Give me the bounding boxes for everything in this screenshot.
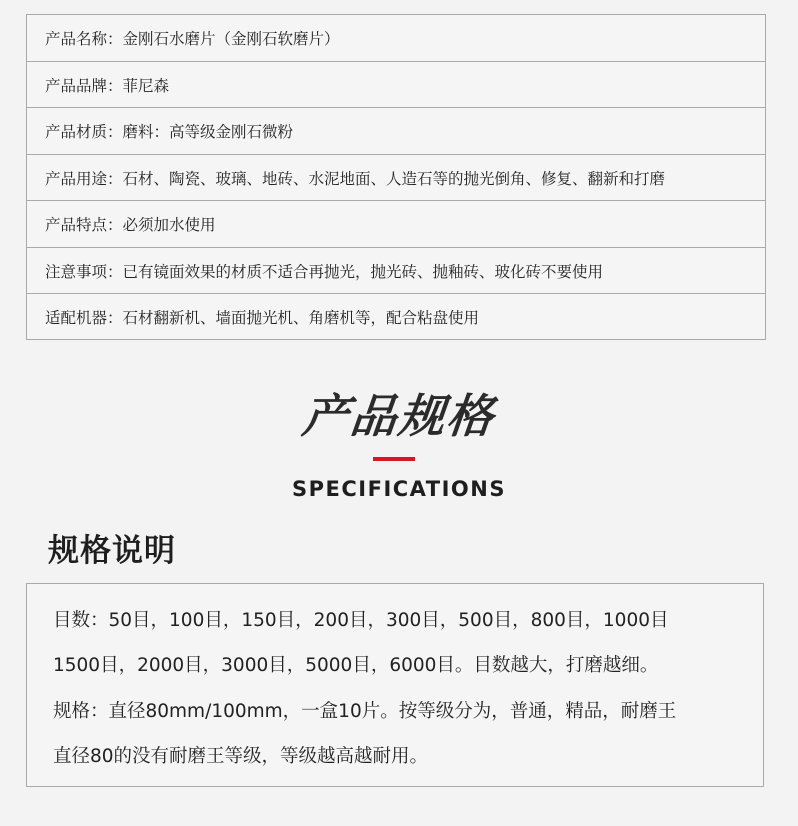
info-row-material: 产品材质：磨料：高等级金刚石微粉: [27, 108, 765, 155]
spec-line-size-cont: 直径80的没有耐磨王等级，等级越高越耐用。: [53, 746, 429, 767]
info-row-notice: 注意事项：已有镜面效果的材质不适合再抛光，抛光砖、抛釉砖、玻化砖不要使用: [27, 248, 765, 294]
spec-line-mesh-cont: 1500目，2000目，3000目，5000目，6000目。目数越大，打磨越细。: [53, 655, 659, 676]
section-accent-bar: [373, 457, 415, 461]
info-row-usage: 产品用途：石材、陶瓷、玻璃、地砖、水泥地面、人造石等的抛光倒角、修复、翻新和打磨: [27, 155, 765, 201]
info-row-name: 产品名称：金刚石水磨片（金刚石软磨片）: [27, 15, 765, 62]
spec-box: [26, 583, 764, 787]
section-title: 产品规格: [299, 389, 498, 443]
info-row-brand: 产品品牌：菲尼森: [27, 62, 765, 108]
product-info-table: [26, 14, 766, 340]
info-row-feature: 产品特点：必须加水使用: [27, 201, 765, 248]
spec-line-mesh: 目数：50目，100目，150目，200目，300目，500目，800目，1000目: [53, 610, 669, 631]
info-row-machines: 适配机器：石材翻新机、墙面抛光机、角磨机等，配合粘盘使用: [27, 294, 765, 340]
spec-heading: 规格说明: [48, 533, 176, 569]
spec-line-size: 规格：直径80mm/100mm，一盒10片。按等级分为，普通，精品，耐磨王: [53, 701, 677, 722]
section-subtitle: SPECIFICATIONS: [292, 477, 506, 501]
